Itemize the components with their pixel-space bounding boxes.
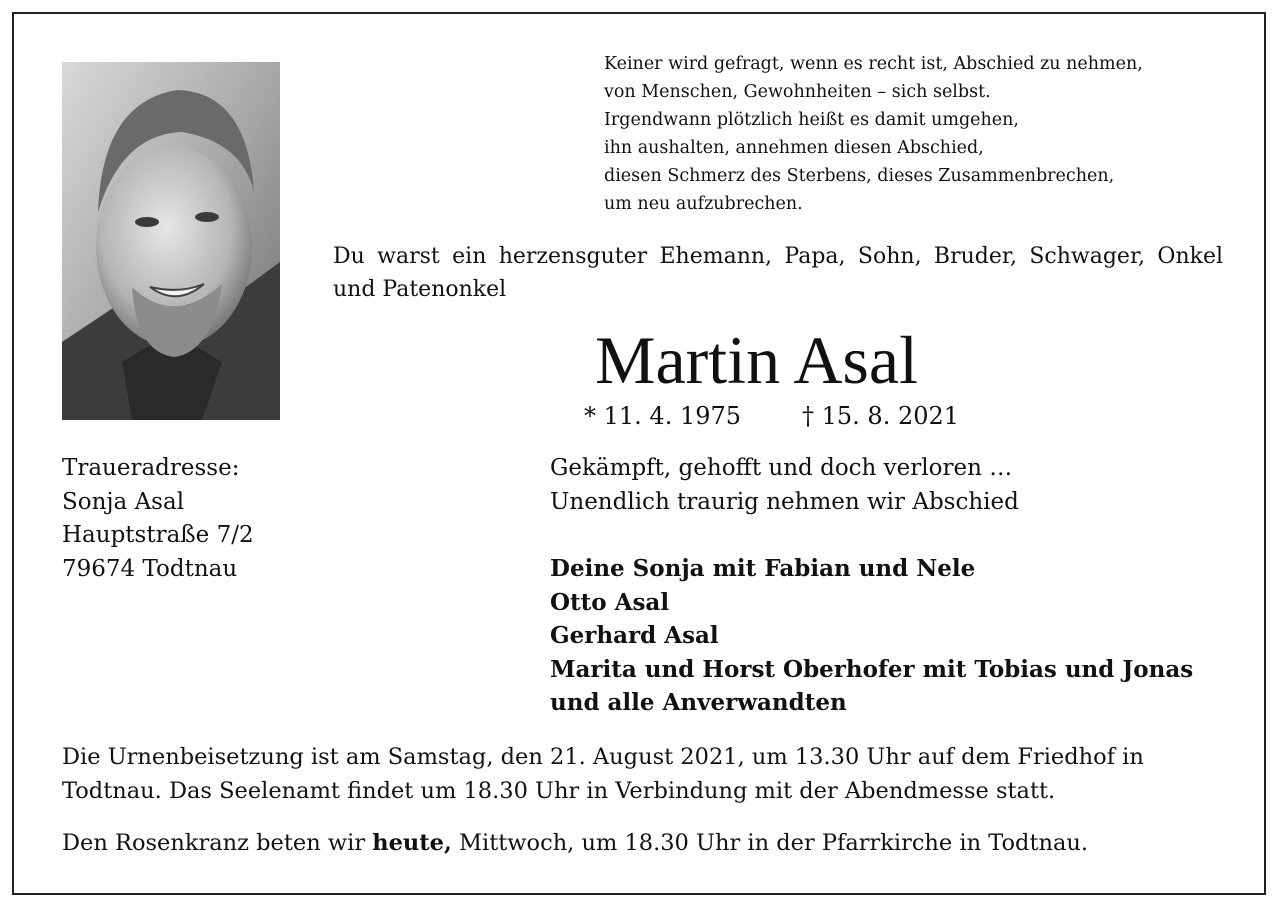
rosary-day: heute, — [372, 830, 452, 856]
motto — [550, 452, 1019, 519]
motto-line: Gekämpft, gehofft und doch verloren … — [550, 455, 1013, 481]
mourning-address — [62, 452, 254, 586]
portrait-photo — [62, 62, 280, 420]
death-date: † 15. 8. 2021 — [802, 402, 960, 430]
address-label: Traueradresse: — [62, 455, 240, 481]
family-member: Gerhard Asal — [550, 622, 719, 649]
deceased-name: Martin Asal — [595, 322, 918, 398]
family-member: Marita und Horst Oberhofer mit Tobias und Jonas — [550, 655, 1194, 683]
family-member: Otto Asal — [550, 588, 670, 616]
intro-text: Du warst ein herzensguter Ehemann, Papa, Sohn, Bruder, Schwager, Onkel und Patenonkel — [333, 244, 1223, 302]
rosary-text: Mittwoch, um 18.30 Uhr in der Pfarrkirche in Todtnau. — [451, 830, 1089, 856]
address-name: Sonja Asal — [62, 488, 185, 515]
motto-line: Unendlich traurig nehmen wir Abschied — [550, 488, 1019, 515]
family-list — [550, 552, 1193, 720]
poem: Keiner wird gefragt, wenn es recht ist, Abschied zu nehmen, von Menschen, Gewohnheiten – sich selbst. Irgendwann plötzlich heißt es damit umgehen, ihn aushalten, annehmen diesen Abschied, diesen Schmerz des Sterbens, dieses Zusammenbrechen, um neu aufzubrechen. — [604, 54, 1143, 214]
birth-date: * 11. 4. 1975 — [584, 402, 742, 430]
family-member: und alle Anverwandten — [550, 689, 847, 716]
rosary-notice — [62, 826, 1088, 860]
rosary-text: Den Rosenkranz beten wir — [62, 830, 373, 856]
address-city: 79674 Todtnau — [62, 555, 238, 582]
family-member: Deine Sonja mit Fabian und Nele — [550, 555, 976, 582]
address-street: Hauptstraße 7/2 — [62, 522, 254, 548]
funeral-notice: Die Urnenbeisetzung ist am Samstag, den 21. August 2021, um 13.30 Uhr auf dem Friedhof in Todtnau. Das Seelenamt findet um 18.30 Uhr in Verbindung mit der Abendmesse statt. — [62, 744, 1144, 804]
